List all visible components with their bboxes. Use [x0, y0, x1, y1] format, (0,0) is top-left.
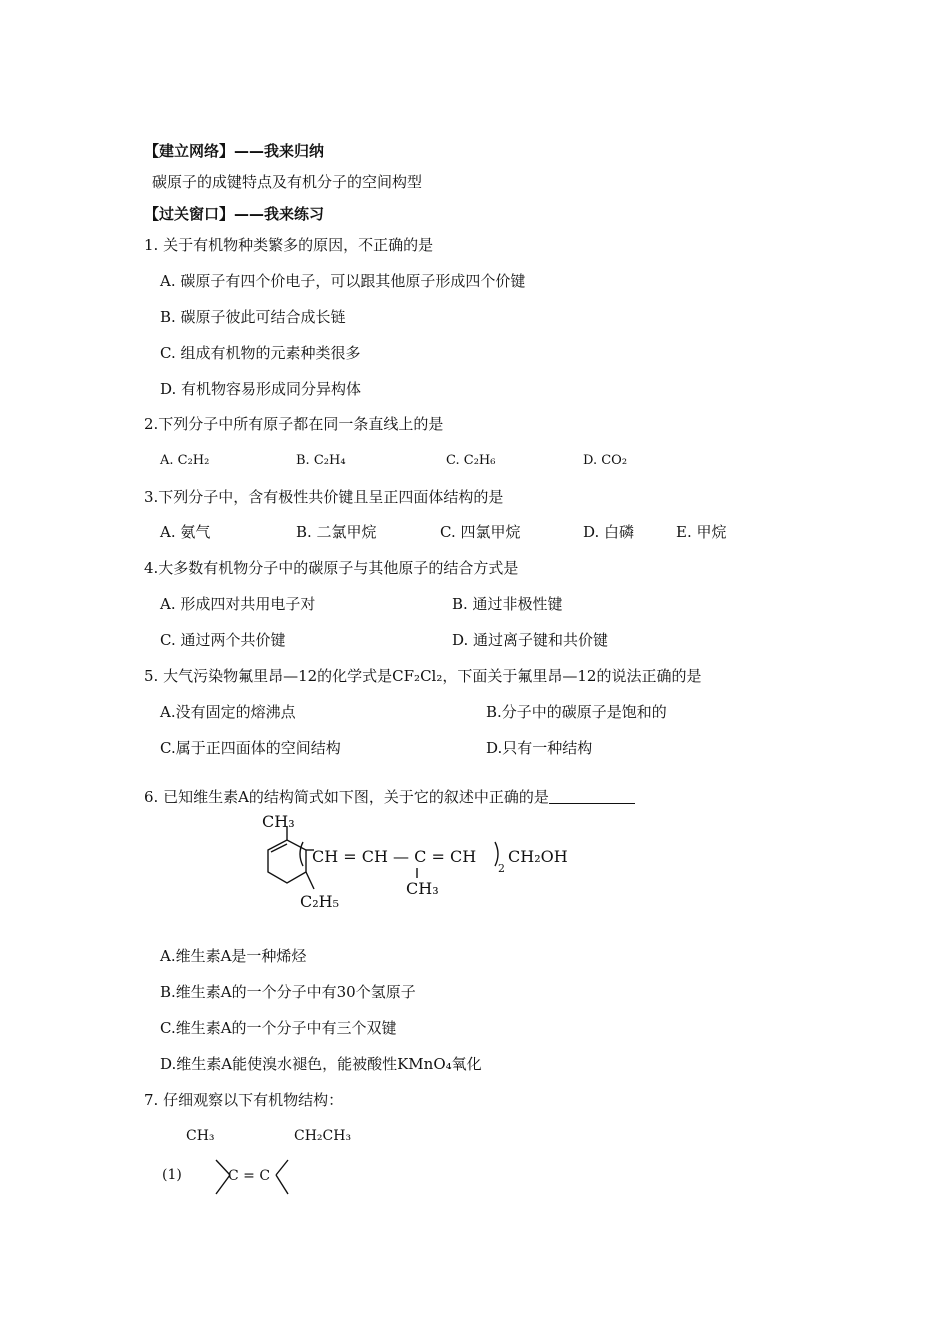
- question-5-option-d: D.只有一种结构: [486, 739, 593, 757]
- structure-label: (1): [162, 1167, 182, 1183]
- double-bond-label: C = C: [228, 1168, 271, 1184]
- question-3-option-c: C. 四氯甲烷: [440, 523, 521, 541]
- ch3-label: CH₃: [186, 1128, 215, 1144]
- question-6-option-b: B.维生素A的一个分子中有30个氢原子: [160, 983, 416, 1001]
- question-1-option-a: A. 碳原子有四个价电子，可以跟其他原子形成四个价键: [160, 272, 526, 290]
- question-3-option-a: A. 氨气: [160, 523, 211, 541]
- question-1-option-b: B. 碳原子彼此可结合成长链: [160, 308, 346, 326]
- c2h5-label: C₂H₅: [300, 892, 340, 910]
- question-5-option-a: A.没有固定的熔沸点: [160, 703, 296, 721]
- question-3-option-e: E. 甲烷: [676, 523, 727, 541]
- question-2-option-c: C. C₂H₆: [446, 453, 496, 468]
- question-6-option-d: D.维生素A能使溴水褪色，能被酸性KMnO₄氧化: [160, 1055, 482, 1073]
- section-heading-practice: 【过关窗口】——我来练习: [144, 205, 325, 223]
- section-text: 碳原子的成键特点及有机分子的空间构型: [152, 173, 423, 191]
- question-2-option-d: D. CO₂: [583, 453, 628, 468]
- question-4-option-a: A. 形成四对共用电子对: [160, 595, 316, 613]
- question-6-stem: [144, 787, 635, 807]
- question-5-option-c: C.属于正四面体的空间结构: [160, 739, 341, 757]
- question-5-option-b: B.分子中的碳原子是饱和的: [486, 703, 667, 721]
- question-3-option-d: D. 白磷: [583, 523, 635, 541]
- question-4-option-d: D. 通过离子键和共价键: [452, 631, 609, 649]
- answer-blank[interactable]: [549, 789, 635, 804]
- question-4-option-c: C. 通过两个共价键: [160, 631, 286, 649]
- question-5-stem: 5. 大气污染物氟里昂—12的化学式是CF₂Cl₂，下面关于氟里昂—12的说法正确的是: [144, 667, 702, 685]
- question-3-option-b: B. 二氯甲烷: [296, 523, 377, 541]
- question-6-stem-text: 6. 已知维生素A的结构简式如下图，关于它的叙述中正确的是: [144, 788, 549, 806]
- question-4-option-b: B. 通过非极性键: [452, 595, 563, 613]
- question-1-option-d: D. 有机物容易形成同分异构体: [160, 380, 362, 398]
- ch3-top-label: CH₃: [262, 812, 295, 831]
- repeat-count: 2: [498, 862, 505, 875]
- question-7-stem: 7. 仔细观察以下有机物结构：: [144, 1091, 344, 1109]
- ch3-bottom-label: CH₃: [406, 879, 439, 898]
- ch2oh-label: CH₂OH: [508, 847, 568, 866]
- question-6-option-c: C.维生素A的一个分子中有三个双键: [160, 1019, 397, 1037]
- vitamin-a-structure: [240, 810, 580, 910]
- question-1-option-c: C. 组成有机物的元素种类很多: [160, 344, 361, 362]
- question-6-option-a: A.维生素A是一种烯烃: [160, 947, 307, 965]
- question-3-stem: 3.下列分子中，含有极性共价键且呈正四面体结构的是: [144, 488, 504, 506]
- question-2-option-a: A. C₂H₂: [160, 453, 210, 468]
- question-4-stem: 4.大多数有机物分子中的碳原子与其他原子的结合方式是: [144, 559, 519, 577]
- section-heading-network: 【建立网络】——我来归纳: [144, 142, 325, 160]
- question-2-option-b: B. C₂H₄: [296, 453, 346, 468]
- question-1-stem: 1. 关于有机物种类繁多的原因，不正确的是: [144, 236, 434, 254]
- chain-label: CH = CH — C = CH: [312, 847, 477, 866]
- structure-7-1: [160, 1122, 380, 1202]
- ch2ch3-label: CH₂CH₃: [294, 1128, 352, 1144]
- question-2-stem: 2.下列分子中所有原子都在同一条直线上的是: [144, 415, 444, 433]
